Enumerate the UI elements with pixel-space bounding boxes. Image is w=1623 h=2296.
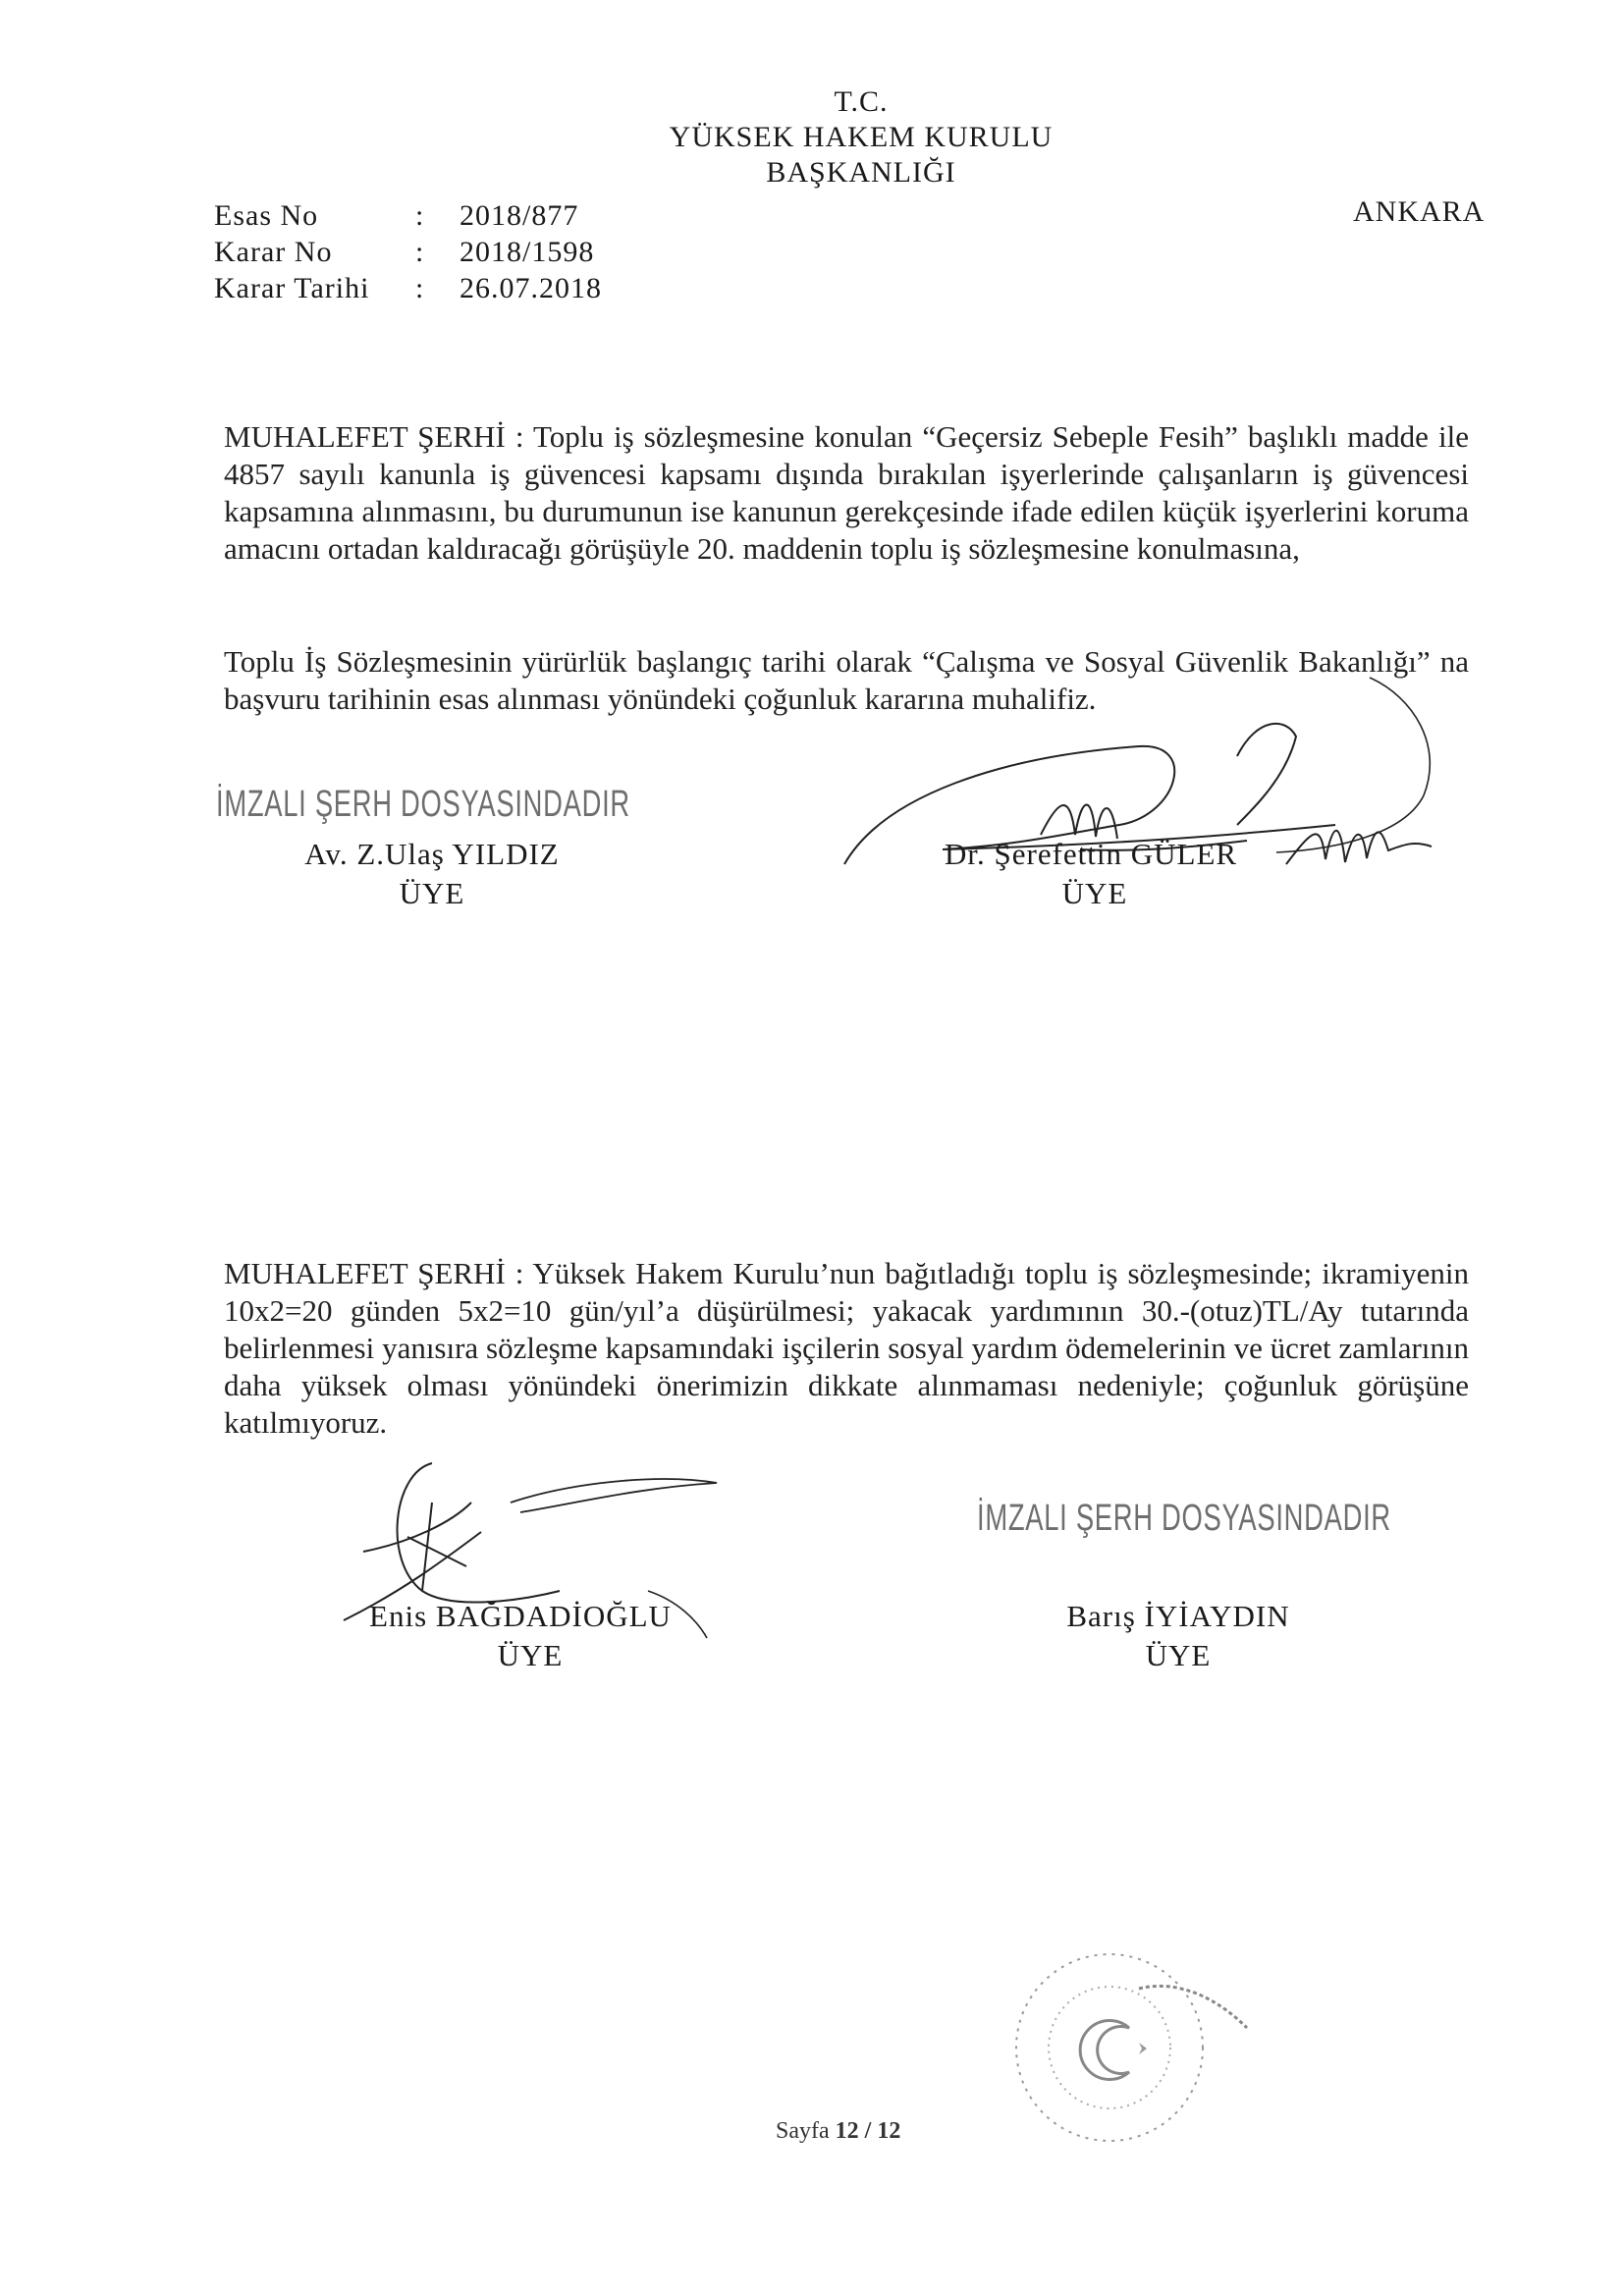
meta-label: Karar Tarihi [214, 272, 370, 304]
header-institution: YÜKSEK HAKEM KURULU [669, 121, 1054, 153]
meta-colon: : [415, 272, 424, 304]
signatory-name: Enis BAĞDADİOĞLU [369, 1599, 672, 1633]
page-total: 12 [877, 2118, 901, 2144]
page-label: Sayfa [776, 2118, 830, 2144]
header-city: ANKARA [1353, 195, 1486, 228]
meta-colon: : [415, 236, 424, 268]
signatory-title: ÜYE [1061, 876, 1128, 910]
signatory-title: ÜYE [399, 876, 465, 910]
meta-label: Esas No [214, 199, 319, 232]
signatory-name: Barış İYİAYDIN [1066, 1599, 1290, 1633]
meta-value: 26.07.2018 [460, 272, 602, 304]
signatory-title: ÜYE [1145, 1638, 1212, 1672]
header-presidency: BAŞKANLIĞI [766, 156, 956, 189]
dissent-paragraph-2: Toplu İş Sözleşmesinin yürürlük başlangıç tarihi olarak “Çalışma ve Sosyal Güvenlik Bakanlığı” na başvuru tarihinin esas alınması yönündeki çoğunluk kararına muhalifiz. [224, 644, 1469, 716]
dissent-paragraph-3: MUHALEFET ŞERHİ : Yüksek Hakem Kurulu’nun bağıtladığı toplu iş sözleşmesinde; ikramiyenin 10x2=20 günden 5x2=10 gün/yıl’a düşürülmesi; yakacak yardımının 30.-(otuz)TL/Ay tutarında belirlenmesi yanısıra sözleşme kapsamındaki işçilerin sosyal yardım ödemelerinin ve ücret zamlarının daha yüksek olması yönündeki önerimizin dikkate alınmaması nedeniyle; çoğunluk görüşüne katılmıyoruz. [224, 1256, 1469, 1440]
page-separator: / [864, 2118, 872, 2144]
page-number [776, 2118, 900, 2145]
meta-value: 2018/877 [460, 199, 579, 232]
meta-value: 2018/1598 [460, 236, 595, 268]
signatory-title: ÜYE [497, 1638, 564, 1672]
official-seal [992, 1949, 1286, 2146]
signatory-name: Dr. Şerefettin GÜLER [945, 837, 1238, 871]
page-current: 12 [835, 2118, 859, 2144]
meta-label: Karar No [214, 236, 333, 268]
meta-colon: : [415, 199, 424, 232]
signed-dissent-stamp: İMZALI ŞERH DOSYASINDADIR [216, 784, 630, 825]
signed-dissent-stamp: İMZALI ŞERH DOSYASINDADIR [977, 1498, 1391, 1539]
signatory-name: Av. Z.Ulaş YILDIZ [304, 837, 560, 871]
header-tc: T.C. [834, 85, 889, 118]
dissent-paragraph-1: MUHALEFET ŞERHİ : Toplu iş sözleşmesine konulan “Geçersiz Sebeple Fesih” başlıklı madde ile 4857 sayılı kanunla iş güvencesi kapsamı dışında bırakılan işyerlerinde çalışanların iş güvencesi kapsamına alınmasını, bu durumunun ise kanunun gerekçesinde ifade edilen küçük işyerlerini koruma amacını ortadan kaldıracağı görüşüyle 20. maddenin toplu iş sözleşmesine konulmasına, [224, 419, 1469, 566]
